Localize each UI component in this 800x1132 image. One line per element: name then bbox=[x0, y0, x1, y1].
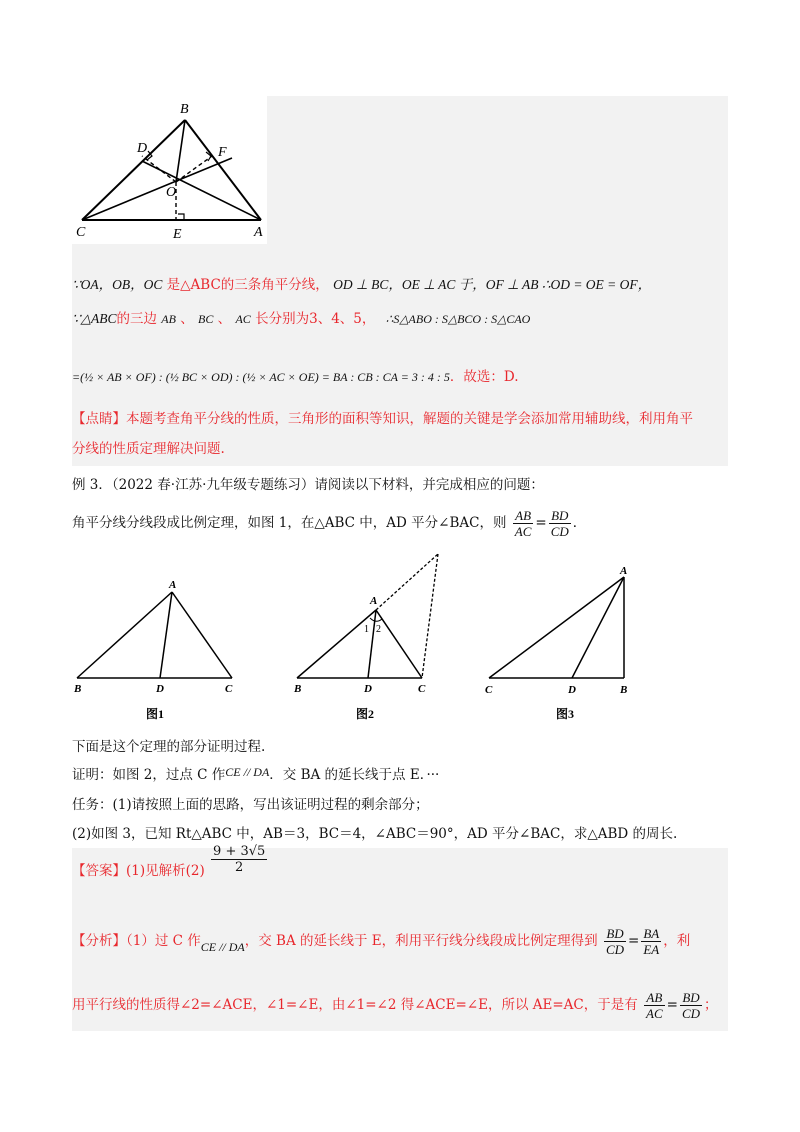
fig1-label-D: D bbox=[156, 683, 164, 695]
figure-3 bbox=[484, 565, 644, 726]
fig2-label-D: D bbox=[364, 683, 372, 695]
label-D: D bbox=[137, 141, 148, 156]
solution-line-3: =(½ × AB × OF) : (½ BC × OD) : (½ × AC × OE) = BA : CB : CA = 3 : 4 : 5．故选：D. bbox=[72, 369, 519, 385]
label-E: E bbox=[173, 227, 182, 242]
fig2-label-A: A bbox=[370, 595, 378, 607]
fig3-label-A: A bbox=[620, 565, 628, 577]
figure-bisectors bbox=[72, 96, 268, 244]
theorem-line: 角平分线分线段成比例定理，如图 1，在△ABC 中，AD 平分∠BAC，则 $\frac{AB}{AC}$ = $\frac{BD}{CD}$ ． bbox=[72, 508, 587, 539]
analysis-fraction-ba-ea: $\frac{BA}{EA}$ bbox=[643, 926, 660, 957]
proof-intro: 下面是这个定理的部分证明过程. bbox=[72, 739, 266, 755]
fig2-label-B: B bbox=[294, 683, 302, 695]
solution-shade bbox=[267, 96, 728, 244]
fraction-bd-cd: $\frac{BD}{CD}$ bbox=[550, 508, 569, 539]
comment-line-1: 【点睛】本题考查角平分线的性质，三角形的面积等知识，解题的关键是学会添加常用辅助线，利用角平 bbox=[72, 411, 693, 427]
label-C: C bbox=[76, 225, 86, 240]
analysis-line-1: 【分析】（1）过 C 作CE // DA，交 BA 的延长线于 E，利用平行线分线段成比例定理得到 $\frac{BD}{CD}$ = $\frac{BA}{EA}$ ，利 bbox=[72, 926, 691, 957]
figure-2 bbox=[292, 548, 452, 726]
label-F: F bbox=[218, 145, 227, 160]
fig3-label-D: D bbox=[568, 684, 576, 696]
example-title: 例 3．（2022 春·江苏·九年级专题练习）请阅读以下材料，并完成相应的问题： bbox=[72, 477, 544, 493]
label-O: O bbox=[166, 185, 177, 200]
proof-line: 证明：如图 2，过点 C 作CE // DA．交 BA 的延长线于点 E．··· bbox=[72, 765, 440, 783]
comment-line-2: 分线的性质定理解决问题. bbox=[72, 441, 225, 457]
figure-1 bbox=[72, 578, 242, 726]
fig2-angle-1: 1 bbox=[364, 624, 369, 635]
label-A: A bbox=[254, 225, 263, 240]
analysis-fraction-ab-ac: $\frac{AB}{AC}$ bbox=[646, 990, 663, 1021]
fig1-label-B: B bbox=[74, 683, 82, 695]
fraction-ab-ac: $\frac{AB}{AC}$ bbox=[514, 508, 532, 539]
fig2-caption: 图2 bbox=[356, 707, 375, 721]
fig3-label-B: B bbox=[620, 684, 628, 696]
analysis-line-2: 用平行线的性质得∠2=∠ACE，∠1=∠E，由∠1=∠2 得∠ACE=∠E，所以 AE=AC，于是有 $\frac{AB}{AC}$ = $\frac{BD}{CD}$ ； bbox=[72, 990, 718, 1021]
task-2: (2)如图 3，已知 Rt△ABC 中，AB＝3，BC＝4，∠ABC＝90°，AD 平分∠BAC，求△ABD 的周长. bbox=[72, 826, 678, 842]
answer-fraction: $\frac{9 + 3√5}{2}$ bbox=[213, 844, 266, 875]
solution-line-2: ∵△ABC的三边 AB 、 BC 、 AC 长分别为3、4、5， ∴S△ABO : S△BCO : S△CAO bbox=[72, 311, 531, 327]
fig3-label-C: C bbox=[485, 684, 493, 696]
label-B: B bbox=[180, 102, 189, 117]
answer-line: 【答案】(1)见解析(2) $\frac{9 + 3√5}{2}$ bbox=[72, 844, 266, 879]
task-1: 任务：(1)请按照上面的思路，写出该证明过程的剩余部分； bbox=[72, 797, 429, 813]
fig1-label-A: A bbox=[169, 579, 177, 591]
fig1-caption: 图1 bbox=[146, 707, 165, 721]
fig3-caption: 图3 bbox=[556, 707, 575, 721]
fig1-label-C: C bbox=[225, 683, 233, 695]
analysis-fraction-bd-cd-2: $\frac{BD}{CD}$ bbox=[681, 990, 701, 1021]
solution-line-1: ∵OA，OB，OC 是△ABC的三条角平分线， OD ⊥ BC，OE ⊥ AC 于，OF ⊥ AB ∴OD = OE = OF， bbox=[72, 277, 652, 293]
fig2-label-C: C bbox=[418, 683, 426, 695]
analysis-fraction-bd-cd: $\frac{BD}{CD}$ bbox=[605, 926, 625, 957]
fig2-angle-2: 2 bbox=[376, 624, 381, 635]
